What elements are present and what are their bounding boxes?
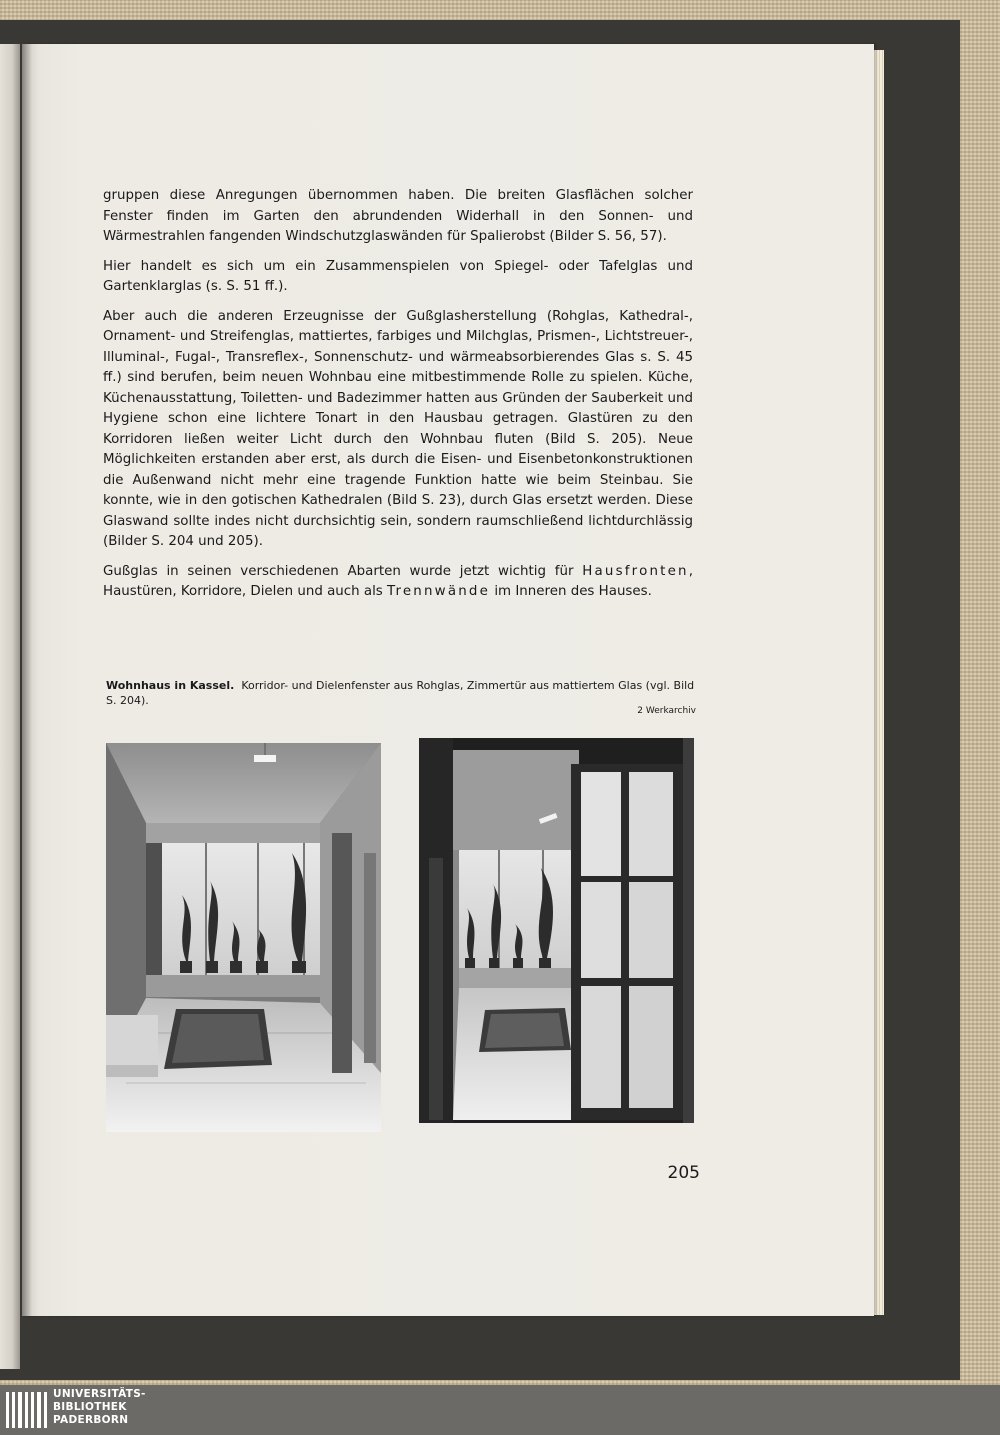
gutter-shadow xyxy=(22,44,32,1316)
page-number: 205 xyxy=(667,1163,700,1183)
footer-bar xyxy=(0,1385,1000,1435)
photo-corridor xyxy=(106,743,381,1132)
spaced-word-hausfronten: Hausfronten xyxy=(582,563,689,579)
paragraph-4 xyxy=(103,562,693,603)
glass-door-illustration xyxy=(419,738,694,1123)
library-logo-text xyxy=(53,1388,146,1427)
left-page-edge xyxy=(0,44,20,1369)
spaced-word-trennwaende: Trennwände xyxy=(387,584,491,599)
caption-title: Wohnhaus in Kassel. xyxy=(106,679,235,692)
logo-line-3: PADERBORN xyxy=(53,1414,129,1426)
paragraph-4-end: im Inneren des Hauses. xyxy=(490,584,652,599)
body-text xyxy=(103,186,693,612)
paragraph-1: gruppen diese Anregungen übernommen haben. Die breiten Glasflächen solcher Fenster finden im Garten den abrundenden Widerhall in den Sonnen- und Wärmestrahlen fangenden Windschutzglaswänden für Spalierobst (Bilder S. 56, 57). xyxy=(103,188,693,244)
photo-credit: 2 Werkarchiv xyxy=(637,706,696,716)
library-logo-icon xyxy=(6,1388,50,1432)
corridor-illustration xyxy=(106,743,381,1132)
logo-line-2: BIBLIOTHEK xyxy=(53,1401,127,1413)
paragraph-3: Aber auch die anderen Erzeugnisse der Gußglasherstellung (Rohglas, Kathedral-, Ornament- und Streifenglas, mattiertes, farbiges und Milchglas, Prismen-, Lichtstreuer-, Illuminal-, Fugal-, Transreflex-, Sonnenschutz- und wärmeabsorbierendes Glas s. S. 45 ff.) sind berufen, beim neuen Wohnbau eine mitbestimmende Rolle zu spielen. Küche, Küchenausstattung, Toiletten- und Badezimmer hatten aus Gründen der Sauberkeit und Hygiene schon eine lichtere Tonart in den Hausbau getragen. Glastüren zu den Korridoren ließen weiter Licht durch den Wohnbau fluten (Bild S. 205). Neue Möglichkeiten erstanden aber erst, als durch die Eisen- und Eisenbetonkonstruktionen die Außenwand nicht mehr eine tragende Funktion hatte wie beim Steinbau. Sie konnte, wie in den gotischen Kathedralen (Bild S. 23), durch Glas ersetzt werden. Diese Glaswand sollte indes nicht durchsichtig sein, sondern raumschließend lichtdurchlässig (Bilder S. 204 und 205). xyxy=(103,308,693,549)
photo-glass-door xyxy=(419,738,694,1123)
paragraph-2: Hier handelt es sich um ein Zusammenspielen von Spiegel- oder Tafelglas und Gartenklarglas (s. S. 51 ff.). xyxy=(103,258,693,294)
caption-text: Korridor- und Dielenfenster aus Rohglas, Zimmertür aus mattiertem Glas (vgl. Bild S. 204). xyxy=(106,679,695,707)
figure-caption xyxy=(106,678,696,708)
paragraph-4-middle: , Haustüren, Korridore, Dielen und auch als xyxy=(103,563,693,599)
logo-line-1: UNIVERSITÄTS- xyxy=(53,1388,146,1400)
paragraph-4-start: Gußglas in seinen verschiedenen Abarten wurde jetzt wichtig für xyxy=(103,563,583,579)
